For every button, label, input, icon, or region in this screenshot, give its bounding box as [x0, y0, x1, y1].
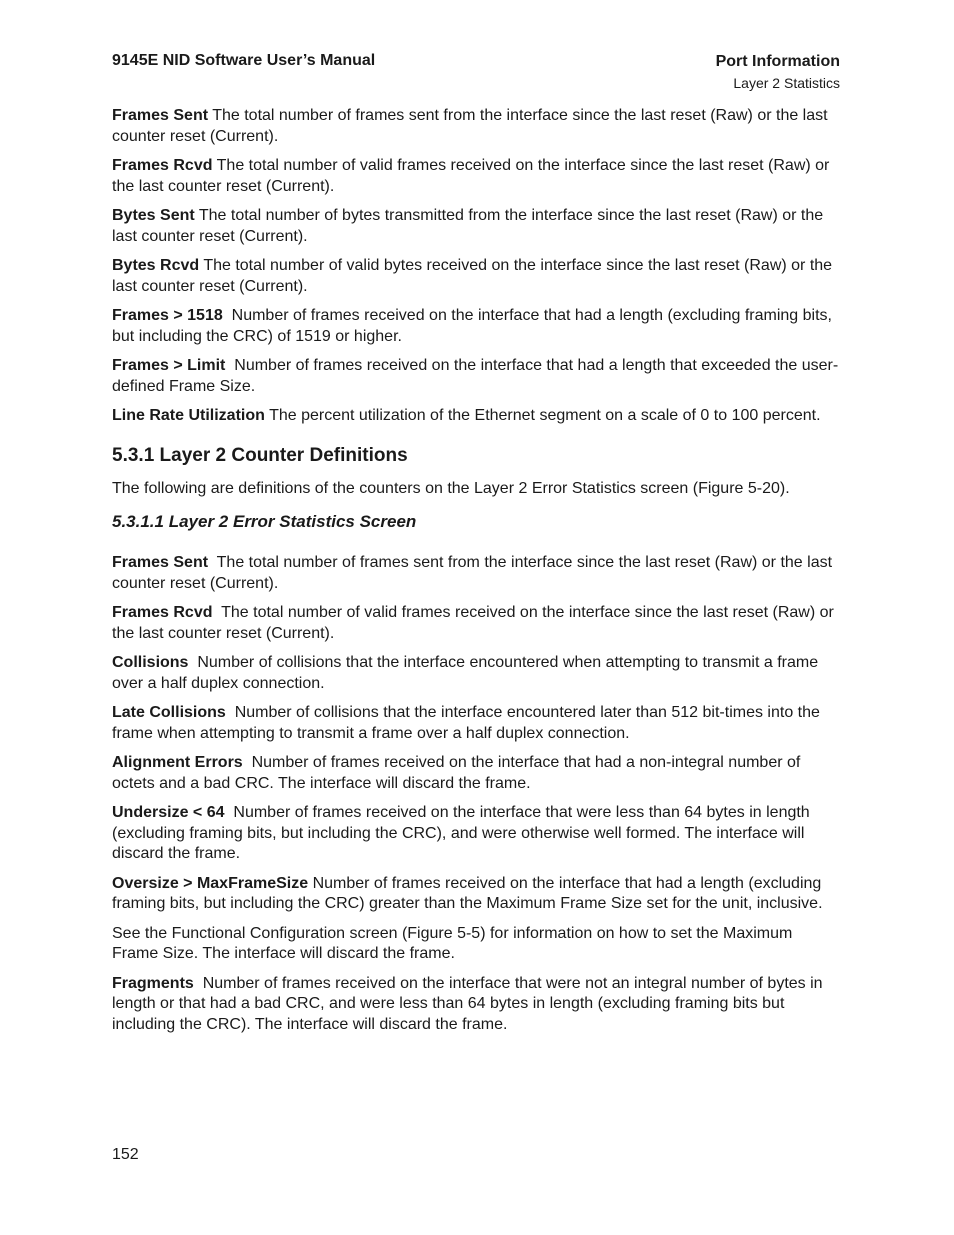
definition-term: Frames > Limit	[112, 357, 226, 374]
definition-entry	[112, 106, 840, 147]
definition-text: The percent utilization of the Ethernet segment on a scale of 0 to 100 percent.	[269, 407, 821, 424]
statistics-definitions	[112, 106, 840, 427]
definition-text: Number of frames received on the interface that were not an integral number of bytes in length or that had a bad CRC, and were less than 64 bytes in length (excluding framing bits but including the CRC). The interface will discard the frame.	[112, 974, 823, 1033]
page-number: 152	[112, 1146, 139, 1163]
definition-term: Line Rate Utilization	[112, 407, 265, 424]
definition-text: The total number of valid bytes received on the interface since the last reset (Raw) or the last counter reset (Current).	[112, 257, 833, 295]
definition-text: Number of frames received on the interface that had a length that exceeded the user-defined Frame Size.	[112, 357, 839, 395]
definition-entry	[112, 753, 840, 794]
definition-text: Number of collisions that the interface encountered when attempting to transmit a frame over a half duplex connection.	[112, 654, 819, 692]
chapter-title: Port Information	[715, 53, 840, 70]
definition-text: The total number of bytes transmitted from the interface since the last reset (Raw) or the last counter reset (Current).	[112, 207, 824, 245]
definition-entry	[112, 306, 840, 347]
definition-text: The total number of valid frames received on the interface since the last reset (Raw) or the last counter reset (Current).	[112, 157, 830, 195]
page-header	[112, 48, 840, 96]
definition-term: Undersize < 64	[112, 804, 225, 821]
definition-term: Alignment Errors	[112, 754, 243, 771]
definition-entry	[112, 406, 840, 427]
document-page	[112, 48, 840, 1044]
definition-term: Frames > 1518	[112, 307, 223, 324]
definition-text: The total number of frames sent from the interface since the last reset (Raw) or the last counter reset (Current).	[112, 554, 833, 592]
definition-term: Frames Sent	[112, 107, 209, 124]
definition-entry	[112, 206, 840, 247]
definition-entry	[112, 803, 840, 865]
definition-term: Bytes Rcvd	[112, 257, 200, 274]
definition-entry	[112, 874, 840, 915]
error-statistics-definitions	[112, 553, 840, 1035]
manual-title: 9145E NID Software User’s Manual	[112, 52, 376, 69]
definition-term: Bytes Sent	[112, 207, 195, 224]
definition-entry	[112, 156, 840, 197]
definition-text: The total number of frames sent from the interface since the last reset (Raw) or the last counter reset (Current).	[112, 107, 828, 145]
definition-term: Oversize > MaxFrameSize	[112, 874, 309, 892]
definition-entry	[112, 974, 840, 1036]
definition-text: Number of frames received on the interface that had a length (excluding framing bits, but including the CRC) greater than the Maximum Frame Size set for the unit, inclusive.	[112, 874, 823, 912]
definition-text: Number of frames received on the interface that had a length (excluding framing bits, but including the CRC) of 1519 or higher.	[112, 307, 832, 345]
definition-term: Collisions	[112, 654, 189, 671]
definition-text: Number of frames received on the interface that had a non-integral number of octets and a bad CRC. The interface will discard the frame.	[112, 754, 801, 792]
see-also-paragraph: See the Functional Configuration screen (Figure 5-5) for information on how to set the Maximum Frame Size. The interface will discard the frame.	[112, 924, 793, 962]
section-heading: 5.3.1 Layer 2 Counter Definitions	[112, 444, 408, 466]
definition-term: Late Collisions	[112, 704, 226, 721]
definition-entry	[112, 553, 840, 594]
running-head	[716, 52, 840, 94]
definition-entry	[112, 256, 840, 297]
definition-text: The total number of valid frames received on the interface since the last reset (Raw) or the last counter reset (Current).	[112, 604, 834, 642]
definition-text: Number of frames received on the interface that were less than 64 bytes in length (excluding framing bits, but including the CRC), and were otherwise well formed. The interface will discard the frame.	[112, 804, 810, 862]
subsection-heading: 5.3.1.1 Layer 2 Error Statistics Screen	[112, 512, 417, 531]
definition-text: Number of collisions that the interface encountered later than 512 bit-times into the frame when attempting to transmit a frame over a half duplex connection.	[112, 704, 820, 742]
section-title: Layer 2 Statistics	[733, 75, 840, 91]
definition-term: Fragments	[112, 974, 194, 992]
definition-entry	[112, 703, 840, 744]
definition-entry	[112, 603, 840, 644]
section-intro: The following are definitions of the counters on the Layer 2 Error Statistics screen (Figure 5-20).	[112, 479, 790, 497]
definition-term: Frames Rcvd	[112, 157, 213, 174]
definition-term: Frames Rcvd	[112, 604, 213, 621]
definition-term: Frames Sent	[112, 554, 209, 571]
definition-entry	[112, 356, 840, 397]
definition-entry	[112, 653, 840, 694]
